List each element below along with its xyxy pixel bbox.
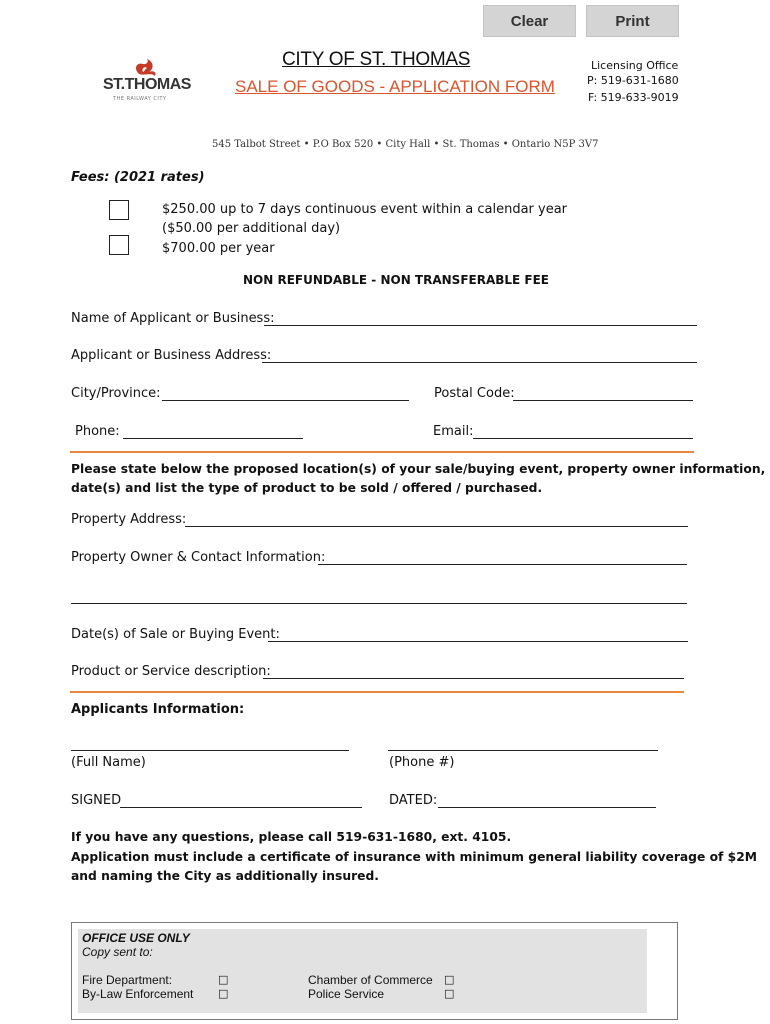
clear-button[interactable]: Clear: [483, 5, 576, 37]
bylaw-enforcement-label: By-Law Enforcement: [82, 987, 194, 1001]
full-name-caption: (Full Name): [71, 755, 146, 770]
police-service-checkbox[interactable]: □: [444, 987, 455, 1000]
signature-field[interactable]: [120, 807, 362, 808]
city-address: 545 Talbot Street • P.O Box 520 • City Hall • St. Thomas • Ontario N5P 3V7: [212, 139, 599, 150]
fee-additional-day-label: ($50.00 per additional day): [162, 221, 341, 236]
applicant-name-label: Name of Applicant or Business:: [71, 311, 275, 326]
chamber-of-commerce-checkbox[interactable]: □: [444, 973, 455, 986]
fee-annual-label: $700.00 per year: [162, 241, 275, 256]
email-label: Email:: [433, 424, 474, 439]
logo-wordmark: ST.THOMAS: [103, 76, 191, 93]
section-divider: [70, 451, 694, 453]
product-description-label: Product or Service description:: [71, 664, 271, 679]
applicant-address-field[interactable]: [262, 362, 697, 363]
city-province-field[interactable]: [162, 400, 409, 401]
fees-heading: Fees: (2021 rates): [71, 170, 205, 185]
property-owner-field[interactable]: [318, 564, 687, 565]
city-logo: [103, 58, 189, 108]
fee-notice: NON REFUNDABLE - NON TRANSFERABLE FEE: [243, 273, 550, 287]
copy-sent-label: Copy sent to:: [82, 945, 153, 959]
event-instructions-line1: Please state below the proposed location(s) of your sale/buying event, property owner information,: [71, 462, 766, 476]
date-field[interactable]: [438, 807, 656, 808]
print-button[interactable]: Print: [586, 5, 679, 37]
office-phone: P: 519-631-1680: [587, 74, 679, 87]
property-owner-field-line2[interactable]: [71, 603, 687, 604]
section-divider: [70, 691, 684, 693]
applicant-address-label: Applicant or Business Address:: [71, 348, 272, 363]
phone-label: Phone:: [75, 424, 120, 439]
fee-7day-checkbox[interactable]: [109, 200, 129, 220]
product-description-field[interactable]: [263, 678, 684, 679]
signed-label: SIGNED: [71, 793, 122, 808]
property-owner-label: Property Owner & Contact Information:: [71, 550, 326, 565]
event-instructions-line2: date(s) and list the type of product to be sold / offered / purchased.: [71, 481, 543, 495]
page-title: CITY OF ST. THOMAS: [282, 49, 471, 70]
full-name-field[interactable]: [71, 750, 349, 751]
chamber-of-commerce-label: Chamber of Commerce: [308, 973, 433, 987]
postal-code-label: Postal Code:: [434, 386, 515, 401]
email-field[interactable]: [473, 438, 693, 439]
office-fax: F: 519-633-9019: [588, 91, 679, 104]
phone-field[interactable]: [123, 438, 303, 439]
bylaw-enforcement-checkbox[interactable]: □: [218, 987, 229, 1000]
city-province-label: City/Province:: [71, 386, 161, 401]
phone-caption: (Phone #): [389, 755, 455, 770]
insurance-note-line2: and naming the City as additionally insured.: [71, 869, 379, 883]
logo-tagline: THE RAILWAY CITY: [113, 96, 167, 102]
event-dates-label: Date(s) of Sale or Buying Event:: [71, 627, 280, 642]
fire-department-checkbox[interactable]: □: [218, 973, 229, 986]
office-use-box: [71, 922, 678, 1020]
applicant-phone-field[interactable]: [388, 750, 658, 751]
dated-label: DATED:: [389, 793, 438, 808]
fire-department-label: Fire Department:: [82, 973, 173, 987]
insurance-note-line1: Application must include a certificate of insurance with minimum general liability coverage of $2M: [71, 850, 758, 864]
property-address-label: Property Address:: [71, 512, 187, 527]
questions-note: If you have any questions, please call 519-631-1680, ext. 4105.: [71, 830, 512, 844]
applicants-info-heading: Applicants Information:: [71, 702, 245, 717]
police-service-label: Police Service: [308, 987, 385, 1001]
office-use-panel: [78, 929, 647, 1013]
postal-code-field[interactable]: [513, 400, 693, 401]
licensing-office-label: Licensing Office: [591, 59, 679, 72]
property-address-field[interactable]: [185, 526, 688, 527]
event-dates-field[interactable]: [268, 641, 688, 642]
form-subtitle: SALE OF GOODS - APPLICATION FORM: [235, 77, 555, 96]
applicant-name-field[interactable]: [264, 325, 697, 326]
fee-annual-checkbox[interactable]: [109, 235, 129, 255]
office-use-title: OFFICE USE ONLY: [82, 931, 190, 945]
fee-7day-label: $250.00 up to 7 days continuous event within a calendar year: [162, 202, 568, 217]
